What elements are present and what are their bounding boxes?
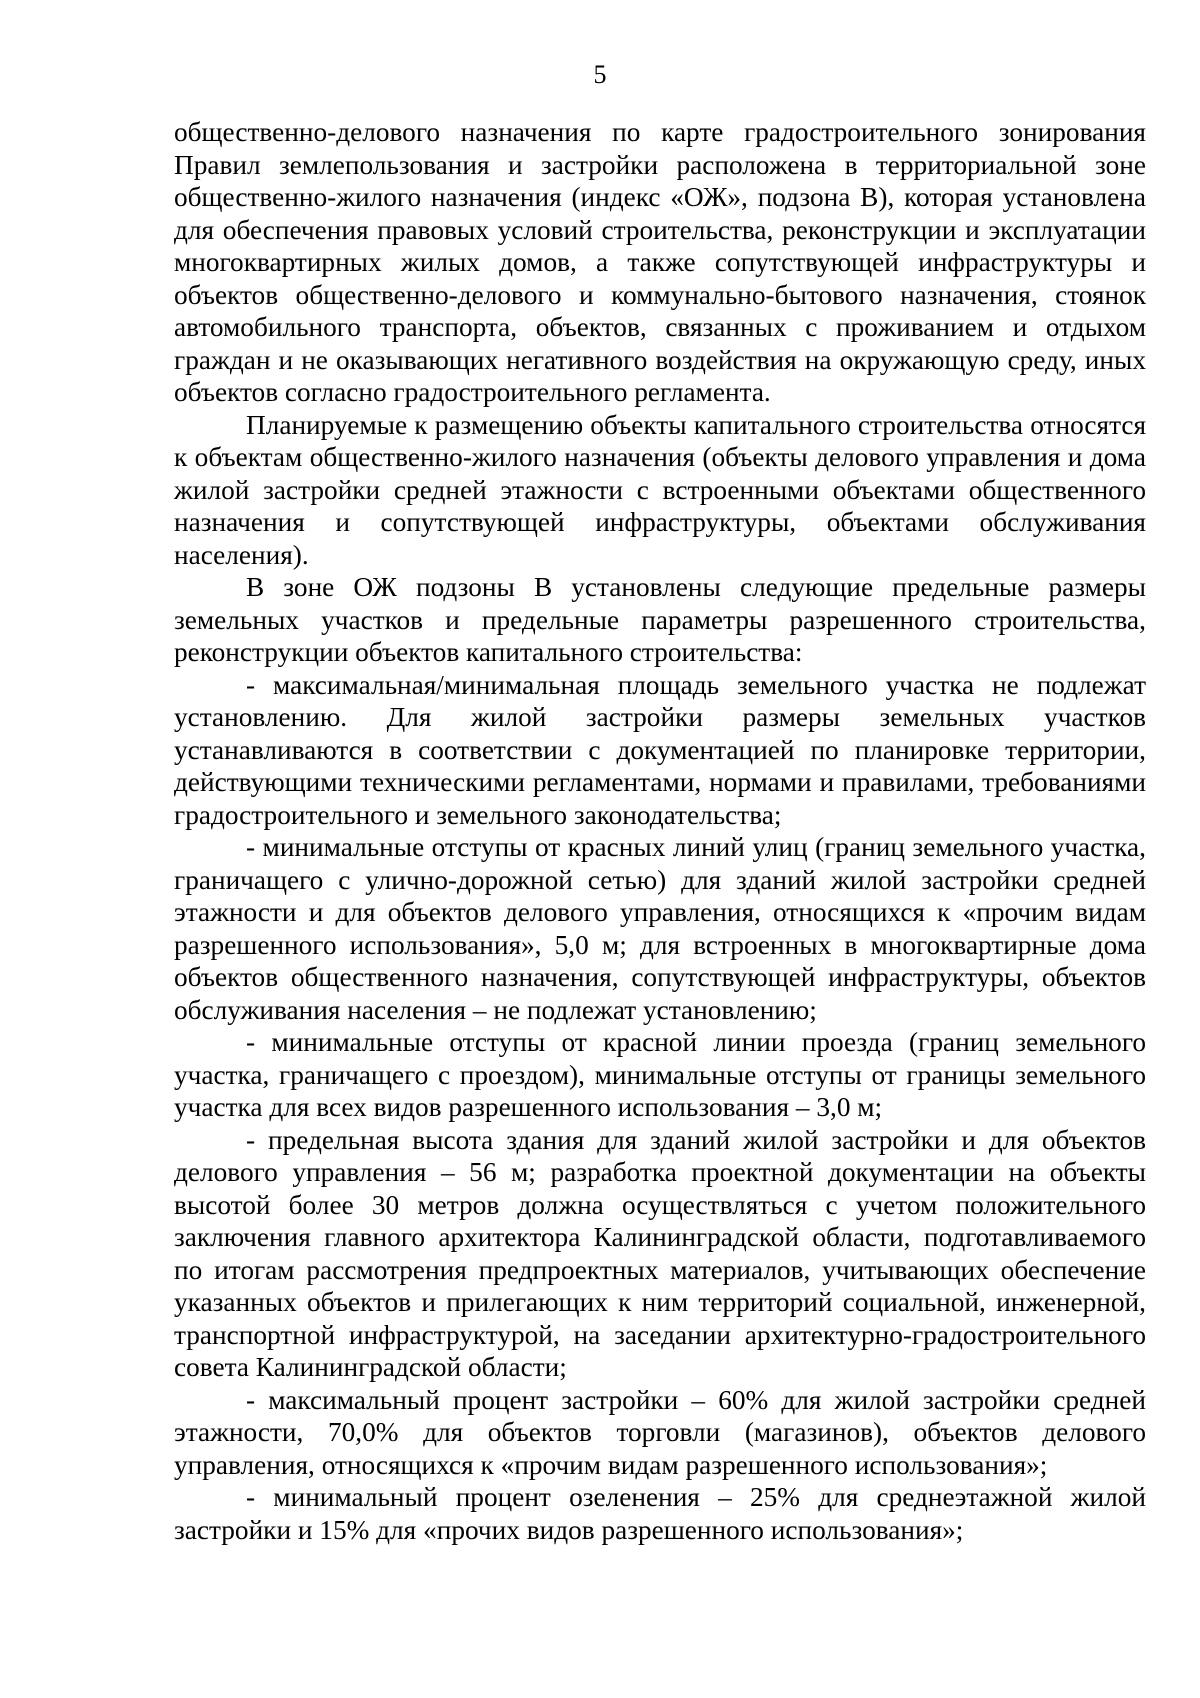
list-item-plot-area: - максимальная/минимальная площадь земельного участка не подлежат установлению. Для жилой застройки размеры земельных участков устанавливаются в соответствии с документацией по планировке территории, действующими техническими регламентами, нормами и правилами, требованиями градостроительного и земельного законодательства; [174, 669, 1146, 830]
paragraph-zone-parameters-intro: В зоне ОЖ подзоны В установлены следующие предельные размеры земельных участков и предельные параметры разрешенного строительства, реконструкции объектов капитального строительства: [174, 572, 1146, 667]
paragraph-planned-objects: Планируемые к размещению объекты капитального строительства относятся к объектам общественно-жилого назначения (объекты делового управления и дома жилой застройки средней этажности с встроенными объектами общественного назначения и сопутствующей инфраструктуры, объектами обслуживания населения). [174, 409, 1146, 570]
list-item-landscaping: - минимальный процент озеленения – 25% для среднеэтажной жилой застройки и 15% для «прочих видов разрешенного использования»; [174, 1482, 1146, 1545]
paragraph-zoning-continuation: общественно-делового назначения по карте градостроительного зонирования Правил землепользования и застройки расположена в территориальной зоне общественно-жилого назначения (индекс «ОЖ», подзона В), которая установлена для обеспечения правовых условий строительства, реконструкции и эксплуатации многоквартирных жилых домов, а также сопутствующей инфраструктуры и объектов общественно-делового и коммунально-бытового назначения, стоянок автомобильного транспорта, объектов, связанных с проживанием и отдыхом граждан и не оказывающих негативного воздействия на окружающую среду, иных объектов согласно градостроительного регламента. [174, 117, 1146, 407]
list-item-building-height: - предельная высота здания для зданий жилой застройки и для объектов делового управления – 56 м; разработка проектной документации на объекты высотой более 30 метров должна осуществляться с учетом положительного заключения главного архитектора Калининградской области, подготавливаемого по итогам рассмотрения предпроектных материалов, учитывающих обеспечение указанных объектов и прилегающих к ним территорий социальной, инженерной, транспортной инфраструктурой, на заседании архитектурно-градостроительного совета Калининградской области; [174, 1124, 1146, 1382]
list-item-building-coverage: - максимальный процент застройки – 60% для жилой застройки средней этажности, 70,0% для объектов торговли (магазинов), объектов делового управления, относящихся к «прочим видам разрешенного использования»; [174, 1384, 1146, 1480]
list-item-street-setbacks: - минимальные отступы от красных линий улиц (границ земельного участка, граничащего с улично-дорожной сетью) для зданий жилой застройки средней этажности и для объектов делового управления, относящихся к «прочим видам разрешенного использования», 5,0 м; для встроенных в многоквартирные дома объектов общественного назначения, сопутствующей инфраструктуры, объектов обслуживания населения – не подлежат установлению; [174, 832, 1146, 1025]
list-item-driveway-setbacks: - минимальные отступы от красной линии проезда (границ земельного участка, граничащего с проездом), минимальные отступы от границы земельного участка для всех видов разрешенного использования – 3,0 м; [174, 1027, 1146, 1122]
document-body [174, 116, 1146, 1546]
page-number: 5 [593, 60, 607, 89]
